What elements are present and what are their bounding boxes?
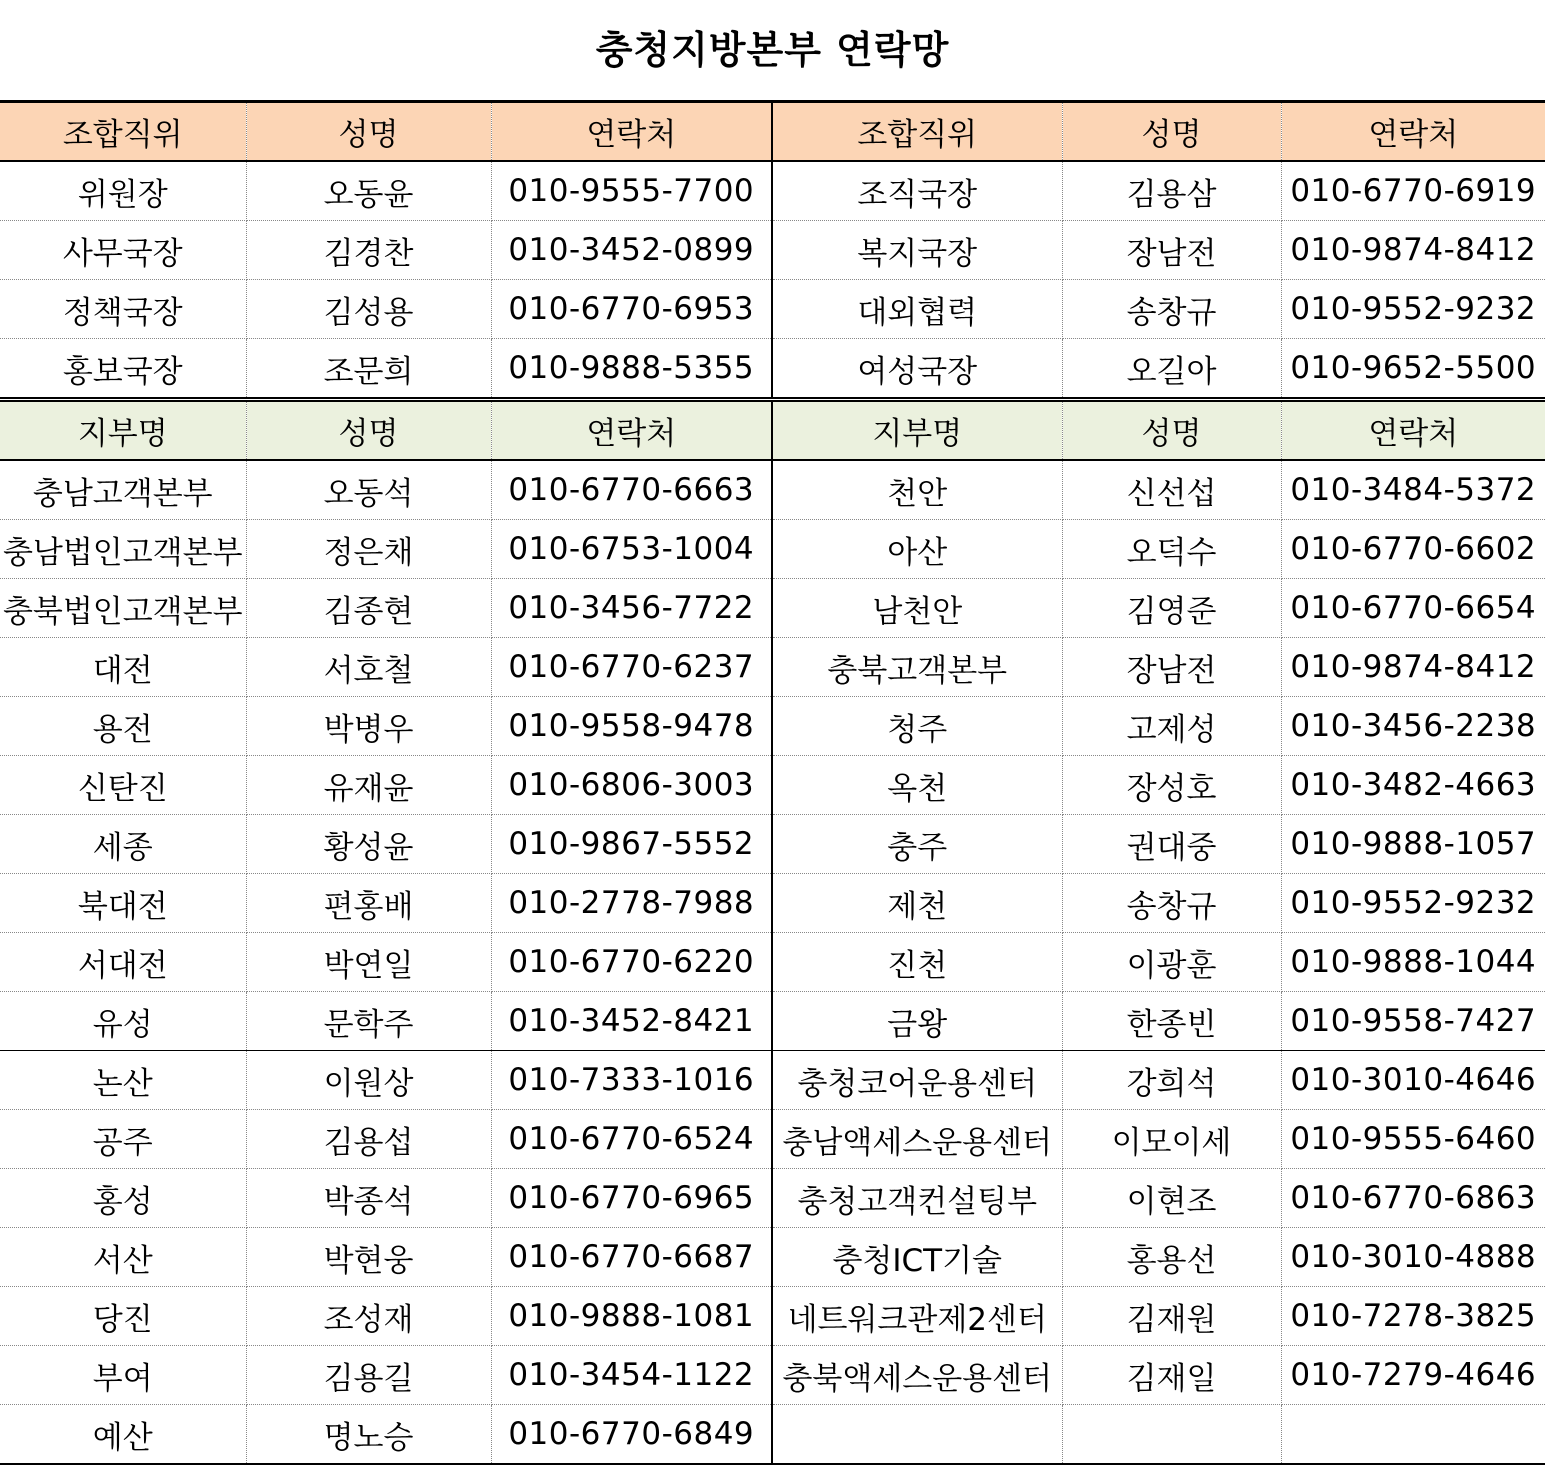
name-cell: 김종현 [246, 579, 491, 638]
branch-row [0, 815, 1545, 874]
phone-cell: 010-6770-6953 [491, 280, 772, 339]
branch-row [0, 638, 1545, 697]
branch-cell: 충청코어운용센터 [772, 1051, 1062, 1110]
name-cell: 김용섭 [246, 1110, 491, 1169]
phone-cell: 010-9874-8412 [1281, 221, 1545, 280]
branch-row [0, 520, 1545, 579]
branch-cell: 금왕 [772, 992, 1062, 1051]
branch-cell: 충남고객본부 [0, 460, 246, 520]
branch-cell: 당진 [0, 1287, 246, 1346]
union-header-cell: 조합직위 [772, 102, 1062, 162]
branch-row [0, 992, 1545, 1051]
phone-cell: 010-6770-6863 [1281, 1169, 1545, 1228]
branch-cell: 신탄진 [0, 756, 246, 815]
branch-cell: 세종 [0, 815, 246, 874]
phone-cell: 010-3010-4888 [1281, 1228, 1545, 1287]
name-cell: 장남전 [1062, 221, 1281, 280]
phone-cell: 010-6770-6237 [491, 638, 772, 697]
phone-cell: 010-9558-7427 [1281, 992, 1545, 1051]
phone-cell: 010-9552-9232 [1281, 874, 1545, 933]
phone-cell: 010-9888-1044 [1281, 933, 1545, 992]
name-cell: 김재일 [1062, 1346, 1281, 1405]
phone-cell: 010-9888-1081 [491, 1287, 772, 1346]
name-cell: 한종빈 [1062, 992, 1281, 1051]
branch-header-cell: 연락처 [1281, 400, 1545, 461]
phone-cell: 010-7279-4646 [1281, 1346, 1545, 1405]
contact-table-body [0, 102, 1545, 1465]
position-cell: 위원장 [0, 161, 246, 221]
phone-cell: 010-9888-5355 [491, 339, 772, 400]
position-cell: 홍보국장 [0, 339, 246, 400]
branch-cell: 충남액세스운용센터 [772, 1110, 1062, 1169]
name-cell: 송창규 [1062, 874, 1281, 933]
phone-cell: 010-3456-7722 [491, 579, 772, 638]
branch-header-cell: 성명 [1062, 400, 1281, 461]
phone-cell: 010-9558-9478 [491, 697, 772, 756]
name-cell: 김용삼 [1062, 161, 1281, 221]
name-cell: 김영준 [1062, 579, 1281, 638]
phone-cell: 010-6770-6663 [491, 460, 772, 520]
branch-row [0, 756, 1545, 815]
union-header-cell: 성명 [1062, 102, 1281, 162]
branch-cell: 논산 [0, 1051, 246, 1110]
name-cell: 권대중 [1062, 815, 1281, 874]
union-header-cell: 연락처 [491, 102, 772, 162]
branch-cell: 홍성 [0, 1169, 246, 1228]
branch-cell [772, 1405, 1062, 1465]
branch-row [0, 874, 1545, 933]
branch-cell: 충북법인고객본부 [0, 579, 246, 638]
branch-row [0, 1169, 1545, 1228]
phone-cell: 010-9888-1057 [1281, 815, 1545, 874]
name-cell: 김용길 [246, 1346, 491, 1405]
name-cell: 이모이세 [1062, 1110, 1281, 1169]
branch-cell: 충북고객본부 [772, 638, 1062, 697]
name-cell: 이원상 [246, 1051, 491, 1110]
branch-row [0, 1051, 1545, 1110]
branch-cell: 부여 [0, 1346, 246, 1405]
phone-cell: 010-9867-5552 [491, 815, 772, 874]
branch-header-cell: 연락처 [491, 400, 772, 461]
page-title: 충청지방본부 연락망 [595, 28, 950, 72]
phone-cell [1281, 1405, 1545, 1465]
branch-row [0, 1110, 1545, 1169]
branch-row [0, 1405, 1545, 1465]
phone-cell: 010-3454-1122 [491, 1346, 772, 1405]
contact-table [0, 100, 1545, 1465]
name-cell: 조성재 [246, 1287, 491, 1346]
name-cell: 장남전 [1062, 638, 1281, 697]
branch-row [0, 1228, 1545, 1287]
branch-header-cell: 지부명 [772, 400, 1062, 461]
union-header-cell: 조합직위 [0, 102, 246, 162]
branch-cell: 옥천 [772, 756, 1062, 815]
position-cell: 사무국장 [0, 221, 246, 280]
branch-cell: 용전 [0, 697, 246, 756]
name-cell: 이광훈 [1062, 933, 1281, 992]
union-row [0, 221, 1545, 280]
phone-cell: 010-9552-9232 [1281, 280, 1545, 339]
name-cell: 황성윤 [246, 815, 491, 874]
phone-cell: 010-6770-6919 [1281, 161, 1545, 221]
name-cell: 김성용 [246, 280, 491, 339]
phone-cell: 010-9555-7700 [491, 161, 772, 221]
name-cell: 유재윤 [246, 756, 491, 815]
branch-cell: 유성 [0, 992, 246, 1051]
branch-cell: 예산 [0, 1405, 246, 1465]
name-cell: 박병우 [246, 697, 491, 756]
branch-header-row [0, 400, 1545, 461]
branch-row [0, 579, 1545, 638]
branch-cell: 아산 [772, 520, 1062, 579]
position-cell: 조직국장 [772, 161, 1062, 221]
branch-cell: 북대전 [0, 874, 246, 933]
union-row [0, 339, 1545, 400]
position-cell: 대외협력 [772, 280, 1062, 339]
branch-row [0, 1287, 1545, 1346]
phone-cell: 010-6770-6602 [1281, 520, 1545, 579]
phone-cell: 010-9652-5500 [1281, 339, 1545, 400]
branch-cell: 충주 [772, 815, 1062, 874]
phone-cell: 010-3482-4663 [1281, 756, 1545, 815]
phone-cell: 010-9874-8412 [1281, 638, 1545, 697]
union-row [0, 161, 1545, 221]
name-cell: 이현조 [1062, 1169, 1281, 1228]
name-cell: 오동석 [246, 460, 491, 520]
branch-row [0, 697, 1545, 756]
branch-row [0, 1346, 1545, 1405]
union-header-cell: 연락처 [1281, 102, 1545, 162]
phone-cell: 010-6770-6687 [491, 1228, 772, 1287]
name-cell: 강희석 [1062, 1051, 1281, 1110]
name-cell: 조문희 [246, 339, 491, 400]
branch-cell: 충청고객컨설팅부 [772, 1169, 1062, 1228]
name-cell: 신선섭 [1062, 460, 1281, 520]
name-cell: 박현웅 [246, 1228, 491, 1287]
phone-cell: 010-6770-6849 [491, 1405, 772, 1465]
branch-cell: 대전 [0, 638, 246, 697]
phone-cell: 010-3452-8421 [491, 992, 772, 1051]
phone-cell: 010-6770-6220 [491, 933, 772, 992]
phone-cell: 010-7333-1016 [491, 1051, 772, 1110]
branch-cell: 공주 [0, 1110, 246, 1169]
name-cell: 김재원 [1062, 1287, 1281, 1346]
branch-cell: 충북액세스운용센터 [772, 1346, 1062, 1405]
phone-cell: 010-9555-6460 [1281, 1110, 1545, 1169]
phone-cell: 010-2778-7988 [491, 874, 772, 933]
phone-cell: 010-6770-6654 [1281, 579, 1545, 638]
branch-cell: 서대전 [0, 933, 246, 992]
union-header-row [0, 102, 1545, 162]
phone-cell: 010-3010-4646 [1281, 1051, 1545, 1110]
phone-cell: 010-3452-0899 [491, 221, 772, 280]
branch-cell: 충남법인고객본부 [0, 520, 246, 579]
name-cell: 편홍배 [246, 874, 491, 933]
name-cell: 오동윤 [246, 161, 491, 221]
branch-cell: 네트워크관제2센터 [772, 1287, 1062, 1346]
branch-cell: 청주 [772, 697, 1062, 756]
position-cell: 여성국장 [772, 339, 1062, 400]
phone-cell: 010-6770-6965 [491, 1169, 772, 1228]
name-cell: 장성호 [1062, 756, 1281, 815]
name-cell: 서호철 [246, 638, 491, 697]
branch-cell: 제천 [772, 874, 1062, 933]
name-cell: 김경찬 [246, 221, 491, 280]
branch-cell: 서산 [0, 1228, 246, 1287]
name-cell: 문학주 [246, 992, 491, 1051]
branch-row [0, 460, 1545, 520]
branch-cell: 진천 [772, 933, 1062, 992]
branch-cell: 남천안 [772, 579, 1062, 638]
phone-cell: 010-7278-3825 [1281, 1287, 1545, 1346]
name-cell: 홍용선 [1062, 1228, 1281, 1287]
branch-row [0, 933, 1545, 992]
name-cell: 박연일 [246, 933, 491, 992]
name-cell: 명노승 [246, 1405, 491, 1465]
name-cell: 송창규 [1062, 280, 1281, 339]
name-cell: 오덕수 [1062, 520, 1281, 579]
phone-cell: 010-6770-6524 [491, 1110, 772, 1169]
name-cell: 정은채 [246, 520, 491, 579]
union-header-cell: 성명 [246, 102, 491, 162]
name-cell: 오길아 [1062, 339, 1281, 400]
phone-cell: 010-6753-1004 [491, 520, 772, 579]
phone-cell: 010-3484-5372 [1281, 460, 1545, 520]
branch-cell: 충청ICT기술 [772, 1228, 1062, 1287]
position-cell: 복지국장 [772, 221, 1062, 280]
phone-cell: 010-6806-3003 [491, 756, 772, 815]
position-cell: 정책국장 [0, 280, 246, 339]
branch-cell: 천안 [772, 460, 1062, 520]
phone-cell: 010-3456-2238 [1281, 697, 1545, 756]
branch-header-cell: 성명 [246, 400, 491, 461]
name-cell: 박종석 [246, 1169, 491, 1228]
union-row [0, 280, 1545, 339]
name-cell [1062, 1405, 1281, 1465]
branch-header-cell: 지부명 [0, 400, 246, 461]
name-cell: 고제성 [1062, 697, 1281, 756]
